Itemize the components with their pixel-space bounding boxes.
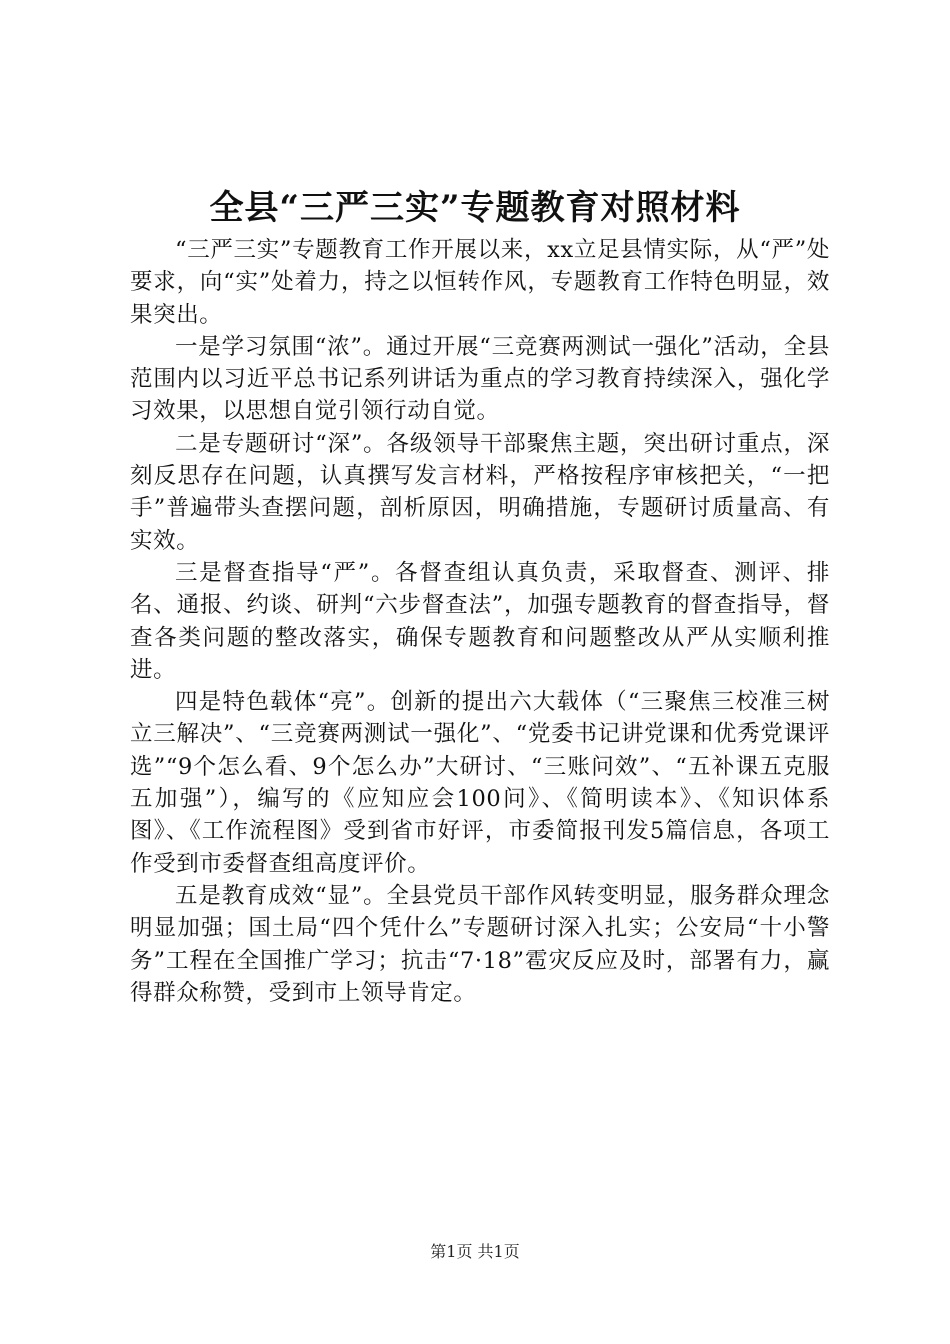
- paragraph-supervision: 三是督查指导“严”。各督查组认真负责，采取督查、测评、排名、通报、约谈、研判“六步督查法”，加强专题教育的督查指导，督查各类问题的整改落实，确保专题教育和问题整改从严从实顺利推进。: [130, 559, 830, 683]
- paragraph-education-results: 五是教育成效“显”。全县党员干部作风转变明显，服务群众理念明显加强；国土局“四个凭什么”专题研讨深入扎实；公安局“十小警务”工程在全国推广学习；抗击“7·18”雹灾反应及时，部署有力，赢得群众称赞，受到市上领导肯定。: [130, 882, 830, 1006]
- document-title: 全县“三严三实”专题教育对照材料: [209, 188, 741, 228]
- page-footer: 第1页 共1页: [430, 1242, 520, 1261]
- paragraph-featured-carriers: 四是特色载体“亮”。创新的提出六大载体（“三聚焦三校准三树立三解决”、“三竞赛两测试一强化”、“党委书记讲党课和优秀党课评选”“9个怎么看、9个怎么办”大研讨、“三账问效”、“五补课五克服五加强”），编写的《应知应会100问》、《简明读本》、《知识体系图》、《工作流程图》受到省市好评，市委简报刊发5篇信息，各项工作受到市委督查组高度评价。: [130, 689, 830, 877]
- paragraph-special-discussion: 二是专题研讨“深”。各级领导干部聚焦主题，突出研讨重点，深刻反思存在问题，认真撰写发言材料，严格按程序审核把关，“一把手”普遍带头查摆问题，剖析原因，明确措施，专题研讨质量高、有实效。: [130, 430, 830, 554]
- paragraph-study-atmosphere: 一是学习氛围“浓”。通过开展“三竞赛两测试一强化”活动，全县范围内以习近平总书记系列讲话为重点的学习教育持续深入，强化学习效果，以思想自觉引领行动自觉。: [130, 333, 830, 425]
- paragraph-intro: “三严三实”专题教育工作开展以来，xx立足县情实际，从“严”处要求，向“实”处着力，持之以恒转作风，专题教育工作特色明显，效果突出。: [130, 237, 830, 328]
- document-body: [130, 234, 830, 1009]
